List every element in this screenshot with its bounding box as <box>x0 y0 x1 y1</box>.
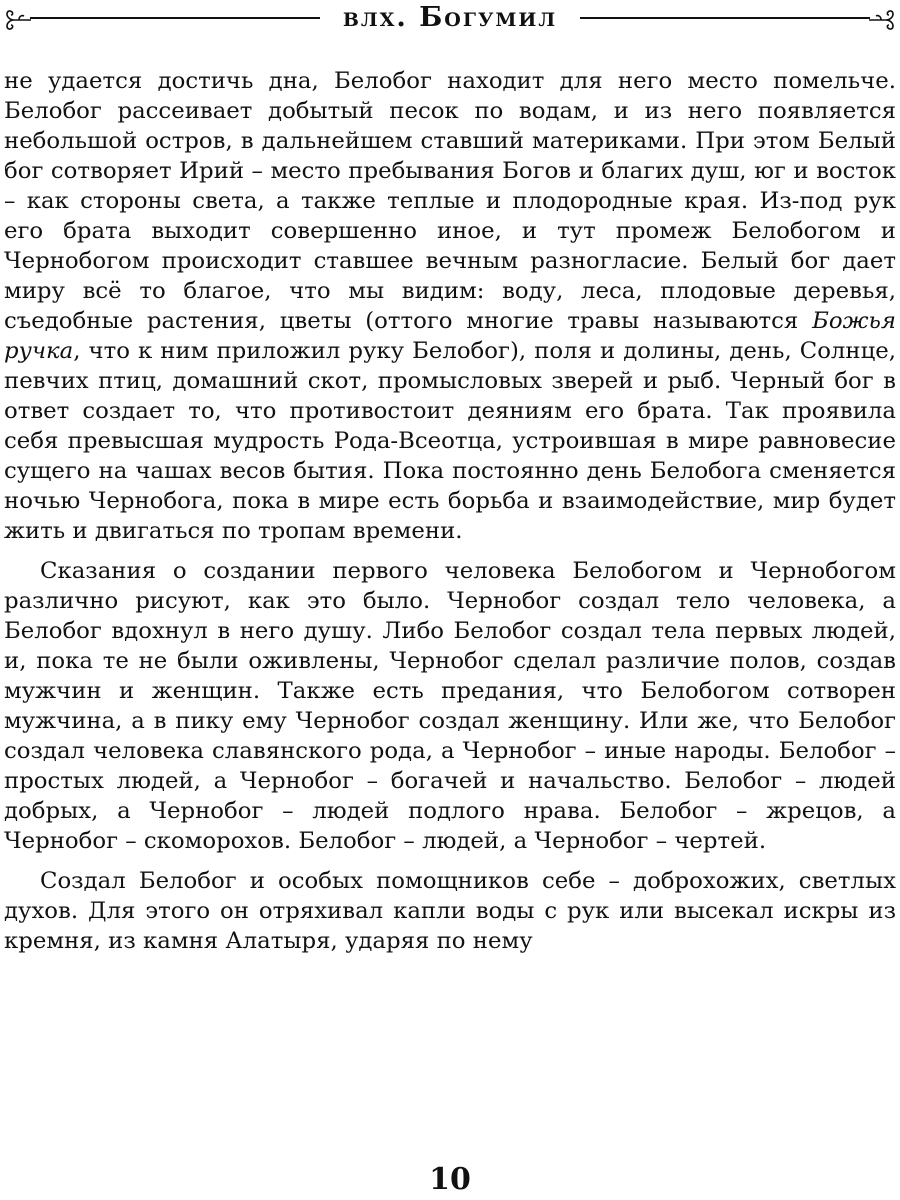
page-number: 10 <box>429 1162 471 1197</box>
paragraph-creation-of-man: Сказания о создании первого человека Белобогом и Чернобогом различно рисуют, как это было. Чернобог создал тело человека, а Белобог вдохнул в него душу. Либо Белобог создал тела первых людей, и, пока те не были оживлены, Чернобог сделал различие полов, создав мужчин и женщин. Также есть предания, что Белобогом сотворен мужчина, а в пику ему Чернобог создал женщину. Или же, что Белобог создал человека славянского рода, а Чернобог – иные народы. Белобог – простых людей, а Чернобог – богачей и начальство. Белобог – людей добрых, а Чернобог – людей подлого нрава. Белобог – жрецов, а Чернобог – скоморохов. Белобог – людей, а Чернобог – чертей. <box>4 558 896 854</box>
page-body <box>4 66 896 966</box>
italic-phrase: Божья ручка <box>4 308 896 364</box>
running-header-title: влх. Богумил <box>342 2 558 33</box>
paragraph-continuation <box>4 66 896 546</box>
paragraph-text: не удается достичь дна, Белобог находит для него место помельче. Белобог рассеивает добытый песок по водам, и из него появляется небольшой остров, в дальнейшем ставший материками. При этом Белый бог сотворяет Ирий – место пребывания Богов и благих душ, юг и восток – как стороны света, а также теплые и плодородные края. Из-под рук его брата выходит совершенно иное, и тут промеж Белобогом и Чернобогом происходит ставшее вечным разногласие. Белый бог дает миру всё то благое, что мы видим: воду, леса, плодовые деревья, съедобные растения, цветы (оттого многие травы называются <box>4 68 896 334</box>
header-rule-left <box>30 17 320 19</box>
running-header <box>0 2 900 36</box>
right-flourish-ornament <box>868 4 898 32</box>
header-rule-right <box>580 17 870 19</box>
paragraph-text: , что к ним приложил руку Белобог), поля и долины, день, Солнце, певчих птиц, домашний скот, промысловых зверей и рыб. Черный бог в ответ создает то, что противостоит деяниям его брата. Так проявила себя превысшая мудрость Рода-Всеотца, устроившая в мире равновесие сущего на чашах весов бытия. Пока постоянно день Белобога сменяется ночью Чернобога, пока в мире есть борьба и взаимодействие, мир будет жить и двигаться по тропам времени. <box>4 338 896 544</box>
left-flourish-ornament <box>2 4 32 32</box>
paragraph-helpers: Создал Белобог и особых помощников себе – доброхожих, светлых духов. Для этого он отряхивал капли воды с рук или высекал искры из кремня, из камня Алатыря, ударяя по нему <box>4 868 896 954</box>
